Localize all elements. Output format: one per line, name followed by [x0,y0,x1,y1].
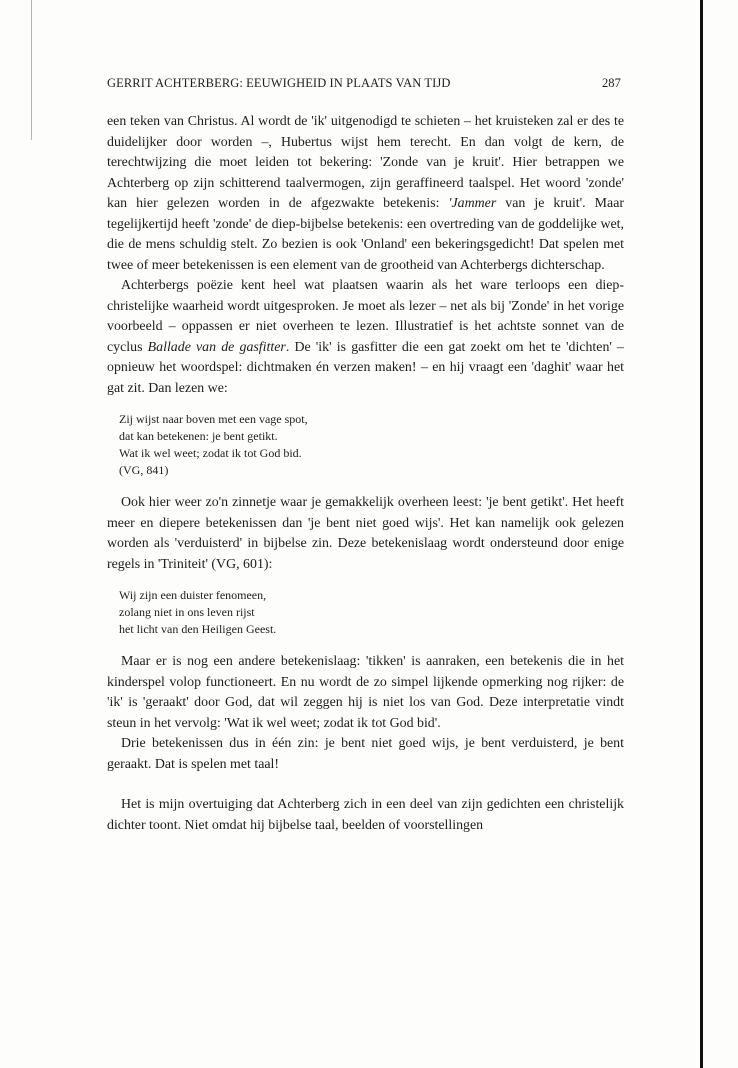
quote-1-source: (VG, 841) [119,463,169,477]
page-number: 287 [601,76,621,90]
paragraph-1-emphasis: 'Jammer [448,196,497,211]
paragraph-4: Maar er is nog een andere betekenislaag: 'tikken' is aanraken, een betekenis die in het kinderspel volop functioneert. En nu wordt de zo simpel lijkende opmerking nog rijker: de 'ik' is 'geraakt' door God, dat wil zeggen hij is niet los van God. Deze interpretatie vindt steun in het vervolg: 'Wat ik wel weet; zodat ik tot God bid'. [107,654,624,731]
paragraph-2-rest: . De 'ik' is gasfitter die een gat zoekt om het te 'dichten' – opnieuw het woordspel: dichtmaken én verzen maken! – en hij vraagt een 'daghit' waar het gat zit. Dan lezen we: [107,339,625,396]
running-header [107,76,621,91]
section-gap [107,775,624,795]
paragraph-2 [107,276,624,399]
quote-1-line: Zij wijst naar boven met een vage spot, [119,412,308,426]
paragraph-1 [107,112,624,276]
quote-2 [119,587,624,638]
paragraph-1-rest: van je kruit'. Maar tegelijkertijd heeft 'zonde' de diep-bijbelse betekenis: een overtreding van de goddelijke wet, die de mens schuldig stelt. Zo bezien is ook 'Onland' een bekeringsgedicht! Dat spelen met twee of meer betekenissen is een element van de grootheid van Achterbergs dichterschap. [107,196,624,273]
paragraph-5: Drie betekenissen dus in één zin: je bent niet goed wijs, je bent verduisterd, je bent geraakt. Dat is spelen met taal! [107,736,624,772]
body-text [107,112,624,836]
header-title: GERRIT ACHTERBERG: EEUWIGHEID IN PLAATS VAN TIJD [107,76,451,90]
paragraph-2-title: Ballade van de gasfitter [147,339,286,355]
paragraph-1-text: een teken van Christus. Al wordt de 'ik' uitgenodigd te schieten – het kruisteken zal er des te duidelijker door worden –, Hubertus wijst hem terecht. En dan volgt de kern, de terechtwijzing die moet leiden tot bekering: 'Zonde van je kruit'. Hier betrappen we Achterberg op zijn schitterend taalvermogen, zijn geraffineerd taalspel. Het woord 'zonde' kan hier gelezen worden in de afgezwakte betekenis: [107,114,624,211]
paragraph-6: Het is mijn overtuiging dat Achterberg zich in een deel van zijn gedichten een christelijk dichter toont. Niet omdat hij bijbelse taal, beelden of voorstellingen [107,797,624,833]
quote-1-line: Wat ik wel weet; zodat ik tot God bid. [119,446,302,460]
quote-1-line: dat kan betekenen: je bent getikt. [119,429,278,443]
quote-2-line: Wij zijn een duister fenomeen, [119,588,267,602]
page-edge-left [31,0,32,140]
quote-1 [119,411,624,479]
paragraph-2-text: Achterbergs poëzie kent heel wat plaatsen waarin als het ware terloops een diep-christelijke waarheid wordt uitgesproken. Je moet als lezer – net als bij 'Zonde' in het vorige voorbeeld – oppassen er niet overheen te lezen. Illustratief is het achtste sonnet van de cyclus [107,278,624,355]
quote-2-line: het licht van den Heiligen Geest. [119,622,277,636]
paragraph-3: Ook hier weer zo'n zinnetje waar je gemakkelijk overheen leest: 'je bent getikt'. Het heeft meer en diepere betekenissen dan 'je bent niet goed wijs'. Het kan namelijk ook gelezen worden als 'verduisterd' in bijbelse zin. Deze betekenislaag wordt ondersteund door enige regels in 'Triniteit' (VG, 601): [107,495,624,572]
page-edge-right [700,0,703,1068]
quote-2-line: zolang niet in ons leven rijst [119,605,255,619]
